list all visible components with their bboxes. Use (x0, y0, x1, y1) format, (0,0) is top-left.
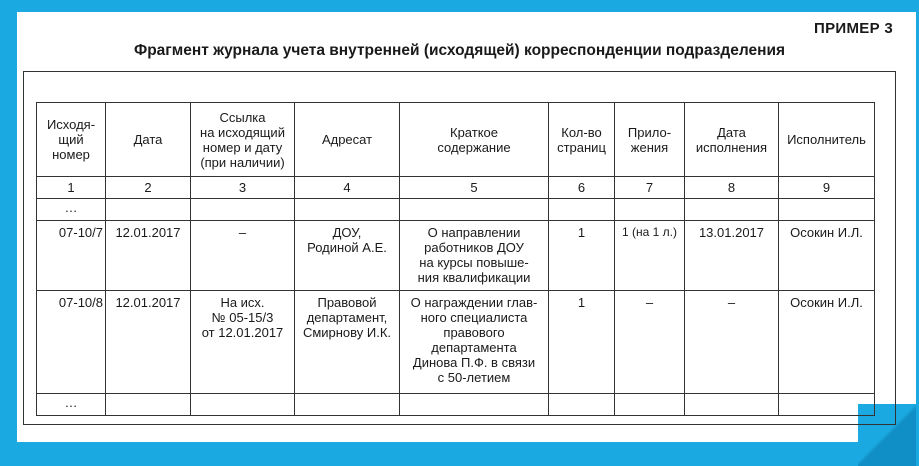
col-header-reference: Ссылка на исходящий номер и дату (при наличии) (191, 103, 295, 177)
table-row (37, 291, 875, 394)
document-title: Фрагмент журнала учета внутренней (исходящей) корреспонденции подразделения (133, 42, 786, 59)
col-number: 1 (37, 177, 106, 199)
header-row (37, 103, 875, 177)
col-header-number: Исходя- щий номер (37, 103, 106, 177)
col-number: 8 (685, 177, 779, 199)
cell-number: 07-10/8 (37, 291, 106, 394)
cell-pages: 1 (549, 291, 615, 394)
ellipsis-row (37, 199, 875, 221)
cell-attachments: 1 (на 1 л.) (615, 221, 685, 291)
cell-addressee: Правовой департамент, Смирнову И.К. (295, 291, 400, 394)
cell-number: 07-10/7 (37, 221, 106, 291)
col-number: 7 (615, 177, 685, 199)
ellipsis-row (37, 394, 875, 416)
col-number: 5 (400, 177, 549, 199)
table-row (37, 221, 875, 291)
cell-addressee: ДОУ, Родиной А.Е. (295, 221, 400, 291)
col-number: 9 (779, 177, 875, 199)
col-number: 4 (295, 177, 400, 199)
cell-due-date: – (685, 291, 779, 394)
col-header-due-date: Дата исполнения (685, 103, 779, 177)
cell-reference: На исх. № 05-15/3 от 12.01.2017 (191, 291, 295, 394)
cell-executor: Осокин И.Л. (779, 291, 875, 394)
col-number: 3 (191, 177, 295, 199)
column-number-row (37, 177, 875, 199)
correspondence-journal-table (36, 102, 875, 416)
cell-executor: Осокин И.Л. (779, 221, 875, 291)
cell-attachments: – (615, 291, 685, 394)
cell-pages: 1 (549, 221, 615, 291)
cell-due-date: 13.01.2017 (685, 221, 779, 291)
col-number: 2 (106, 177, 191, 199)
col-header-attachments: Прило- жения (615, 103, 685, 177)
cell-date: 12.01.2017 (106, 291, 191, 394)
cell-reference: – (191, 221, 295, 291)
cell-date: 12.01.2017 (106, 221, 191, 291)
ellipsis-cell: … (37, 394, 106, 416)
col-header-addressee: Адресат (295, 103, 400, 177)
col-header-summary: Краткое содержание (400, 103, 549, 177)
col-header-date: Дата (106, 103, 191, 177)
ellipsis-cell: … (37, 199, 106, 221)
example-label: ПРИМЕР 3 (814, 20, 893, 37)
col-header-pages: Кол-во страниц (549, 103, 615, 177)
col-header-executor: Исполнитель (779, 103, 875, 177)
cell-summary: О награждении глав- ного специалиста правового департамента Динова П.Ф. в связи с 50-летием (400, 291, 549, 394)
cell-summary: О направлении работников ДОУ на курсы повыше- ния квалификации (400, 221, 549, 291)
col-number: 6 (549, 177, 615, 199)
